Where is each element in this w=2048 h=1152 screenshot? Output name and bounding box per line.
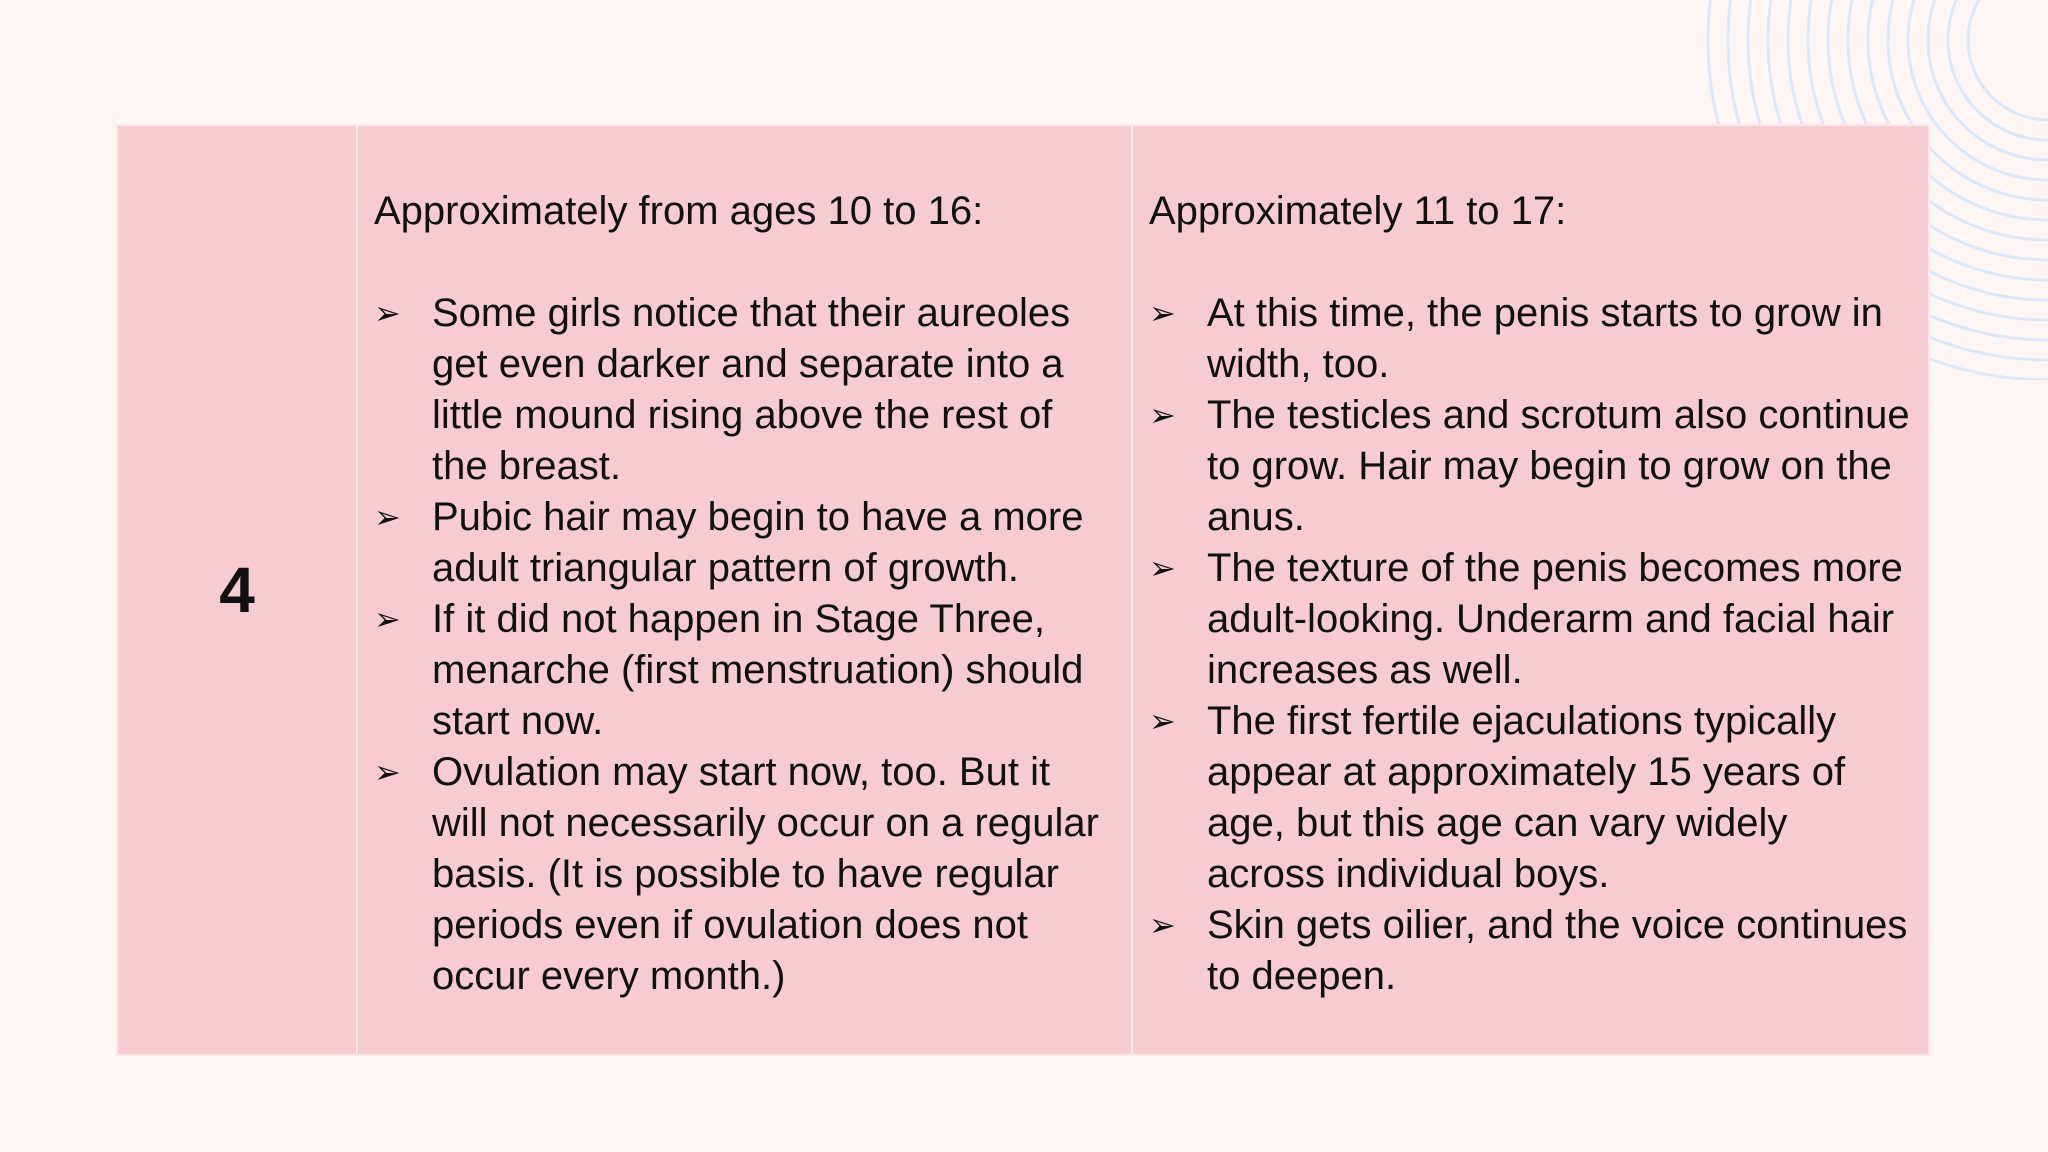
list-item [374,594,1113,747]
girls-item-text: Some girls notice that their aureoles get even darker and separate into a little mound rising above the rest of the breast. [432,291,1071,488]
list-item [1149,900,1910,1002]
puberty-stage-table [116,124,1930,1056]
arrow-bullet-icon: ➢ [374,295,401,331]
list-item [374,492,1113,594]
stage-number-cell [117,125,357,1055]
arrow-bullet-icon: ➢ [1149,397,1176,433]
boys-item-text: The first fertile ejaculations typically appear at approximately 15 years of age, but this age can vary widely across individual boys. [1207,699,1846,896]
arrow-bullet-icon: ➢ [1149,907,1176,943]
boys-item-text: The testicles and scrotum also continue to grow. Hair may begin to grow on the anus. [1207,393,1910,539]
arrow-bullet-icon: ➢ [1149,703,1176,739]
boys-heading: Approximately 11 to 17: [1149,189,1567,233]
list-item [1149,696,1910,900]
arrow-bullet-icon: ➢ [374,499,401,535]
girls-item-text: If it did not happen in Stage Three, menarche (first menstruation) should start now. [432,597,1084,743]
boys-cell [1132,125,1929,1055]
arrow-bullet-icon: ➢ [1149,550,1176,586]
list-item [1149,288,1910,390]
girls-cell [357,125,1132,1055]
girls-item-text: Ovulation may start now, too. But it will not necessarily occur on a regular basis. (It is possible to have regular periods even if ovulation does not occur every month.) [432,750,1099,998]
boys-item-text: The texture of the penis becomes more adult-looking. Underarm and facial hair increases as well. [1207,546,1903,692]
arrow-bullet-icon: ➢ [374,754,401,790]
arrow-bullet-icon: ➢ [374,601,401,637]
girls-bullet-list [374,288,1113,1002]
list-item [1149,543,1910,696]
girls-item-text: Pubic hair may begin to have a more adult triangular pattern of growth. [432,495,1084,590]
boys-bullet-list [1149,288,1910,1002]
arrow-bullet-icon: ➢ [1149,295,1176,331]
boys-item-text: Skin gets oilier, and the voice continues to deepen. [1207,903,1908,998]
table-row [117,125,1929,1055]
list-item [374,747,1113,1002]
list-item [374,288,1113,492]
list-item [1149,390,1910,543]
girls-heading: Approximately from ages 10 to 16: [374,189,984,233]
boys-item-text: At this time, the penis starts to grow in width, too. [1207,291,1883,386]
stage-number: 4 [219,554,255,626]
